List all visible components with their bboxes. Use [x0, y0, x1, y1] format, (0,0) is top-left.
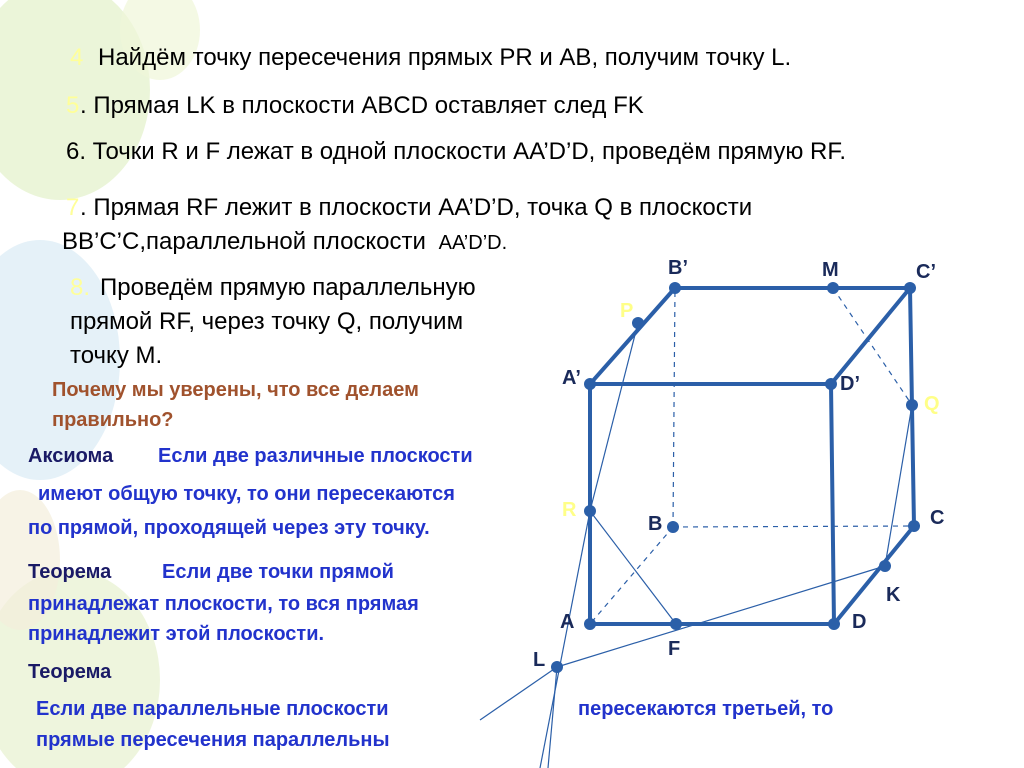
point-D1 [825, 378, 837, 390]
edge-BB1 [673, 288, 675, 527]
label-B: B [648, 513, 663, 535]
point-Q [906, 399, 918, 411]
step-8-line1: Проведём прямую параллельную [100, 274, 476, 301]
edge-BC [673, 526, 914, 527]
label-K: K [886, 584, 901, 606]
line-RL-extension [540, 511, 590, 768]
label-C1: C’ [916, 261, 936, 283]
step-4-number: 4 [70, 44, 84, 71]
step-8-line2: прямой RF, через точку Q, получим [70, 308, 464, 335]
point-D [828, 618, 840, 630]
label-D1: D’ [840, 373, 860, 395]
step-7-number: 7 [66, 194, 80, 221]
axiom-line1: Если две различные плоскости [158, 445, 473, 467]
label-M: M [822, 259, 839, 281]
question-line1: Почему мы уверены, что все делаем [52, 379, 419, 401]
edge-DD1 [831, 384, 834, 624]
line-PR [590, 323, 638, 511]
label-A1: A’ [562, 367, 581, 389]
label-F: F [668, 638, 681, 660]
label-A: A [560, 611, 575, 633]
theorem2-line1b: пересекаются третьей, то [578, 698, 834, 720]
point-A [584, 618, 596, 630]
theorem1-line1: Если две точки прямой [162, 561, 394, 583]
label-D: D [852, 611, 867, 633]
axiom-heading: Аксиома [28, 445, 114, 467]
point-M [827, 282, 839, 294]
edge-BA [590, 527, 673, 624]
label-B1: B’ [668, 257, 688, 279]
point-B [667, 521, 679, 533]
step-7-line2b: AA’D’D. [438, 232, 508, 254]
point-A1 [584, 378, 596, 390]
edge-DC [834, 526, 914, 624]
point-L [551, 661, 563, 673]
edge-C1D1 [831, 288, 910, 384]
line-RF [590, 511, 676, 624]
label-Q: Q [924, 393, 940, 415]
label-L: L [533, 649, 546, 671]
step-5-number: 5 [66, 92, 80, 119]
theorem2-heading: Теорема [28, 661, 112, 683]
question-line2: правильно? [52, 409, 174, 431]
point-C [908, 520, 920, 532]
theorem1-line2: принадлежат плоскости, то вся прямая [28, 593, 419, 615]
point-P [632, 317, 644, 329]
theorem2-line1: Если две параллельные плоскости [36, 698, 389, 720]
theorem1-line3: принадлежит этой плоскости. [28, 623, 325, 645]
step-8-number: 8. [70, 274, 91, 301]
point-R [584, 505, 596, 517]
axiom-line2: имеют общую точку, то они пересекаются [38, 483, 455, 505]
point-B1 [669, 282, 681, 294]
point-K [879, 560, 891, 572]
point-C1 [904, 282, 916, 294]
line-L-left [480, 667, 557, 720]
label-R: R [562, 499, 577, 521]
theorem1-heading: Теорема [28, 561, 112, 583]
label-C: C [930, 507, 945, 529]
step-4-text: Найдём точку пересечения прямых PR и AB, получим точку L. [98, 44, 792, 71]
step-7-line1: . Прямая RF лежит в плоскости AA’D’D, точка Q в плоскости [80, 194, 753, 221]
step-5-text: . Прямая LK в плоскости ABCD оставляет след FK [80, 92, 644, 119]
point-F [670, 618, 682, 630]
hidden-edges [590, 288, 914, 624]
label-P: P [620, 300, 634, 322]
step-6-text: 6. Точки R и F лежат в одной плоскости AA’D’D, проведём прямую RF. [66, 138, 847, 165]
theorem2-line2: прямые пересечения параллельны [36, 729, 390, 751]
axiom-line3: по прямой, проходящей через эту точку. [28, 517, 430, 539]
step-7-line2: BB’C’C,параллельной плоскости [62, 228, 426, 255]
step-8-line3: точку М. [70, 342, 163, 369]
visible-edges [590, 288, 914, 624]
